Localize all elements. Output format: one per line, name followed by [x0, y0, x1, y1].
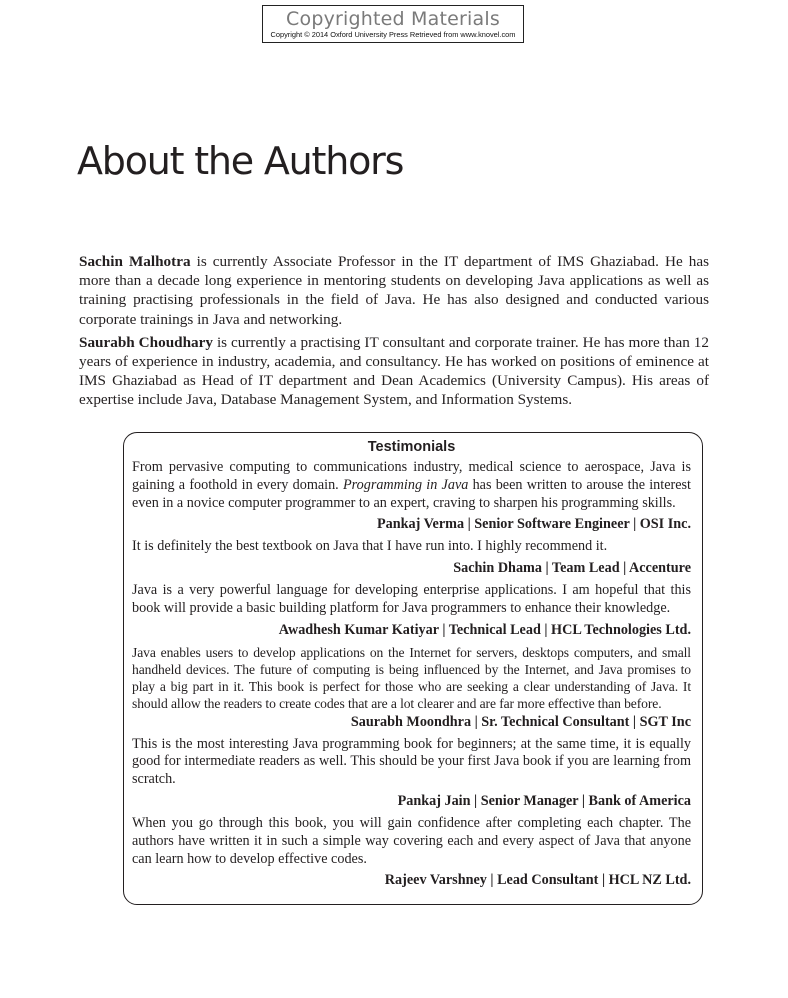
testimonial-quote: [132, 538, 691, 556]
book-title: Programming in Java: [342, 476, 469, 493]
quote-text: Java enables users to develop applications on the Internet for servers, desktops computers, and small handheld devices. The future of computing is being influenced by the Internet, and Java promises to play a big part in it. This book is perfect for those who are seeking a clear understanding of Java. It should allow the readers to create codes that are a lot clearer and are far more effective than before.: [132, 644, 691, 712]
author-bio-text: is currently a practising IT consultant and corporate trainer. He has more than 12 years of experience in industry, academia, and consultancy. He has worked on positions of eminence at IMS Ghaziabad as Head of IT department and Dean Academics (University Campus). His areas of expertise include Java, Database Management System, and Information Systems.: [79, 333, 709, 409]
testimonial-quote: [132, 459, 691, 512]
testimonial-quote: [132, 815, 691, 868]
testimonial-attribution: Sachin Dhama | Team Lead | Accenture: [453, 560, 691, 577]
author-bio: [79, 252, 709, 329]
testimonials-box: [123, 432, 703, 905]
testimonial-quote: [132, 582, 691, 618]
author-bio-text: is currently Associate Professor in the IT department of IMS Ghaziabad. He has more than a decade long experience in mentoring students on developing Java applications as well as training practising professionals in the field of Java. He has also designed and conducted various corporate trainings in Java and networking.: [79, 253, 709, 328]
author-bios: [79, 252, 709, 414]
testimonial-attribution: Rajeev Varshney | Lead Consultant | HCL NZ Ltd.: [384, 872, 691, 889]
author-name: Saurabh Choudhary: [79, 333, 213, 351]
author-name: Sachin Malhotra: [79, 253, 191, 270]
testimonial-attribution: Pankaj Jain | Senior Manager | Bank of America: [397, 792, 691, 809]
quote-text: From pervasive computing to communications industry, medical science to aerospace, Java is gaining a foothold in every domain.: [132, 459, 691, 493]
quote-text: When you go through this book, you will gain confidence after completing each chapter. The authors have written it in such a simple way covering each and every aspect of Java that anyone can learn how to develop effective codes.: [132, 814, 691, 867]
stamp-subtitle: Copyright © 2014 Oxford University Press Retrieved from www.knovel.com: [270, 30, 516, 39]
quote-text: has been written to arouse the interest even in a novice computer programmer to an expert, craving to sharpen his programming skills.: [132, 476, 691, 511]
testimonial-attribution: Saurabh Moondhra | Sr. Technical Consultant | SGT Inc: [350, 713, 691, 730]
quote-text: It is definitely the best textbook on Java that I have run into. I highly recommend it.: [132, 538, 608, 555]
testimonials-title: Testimonials: [367, 439, 456, 455]
author-bio: [79, 333, 709, 410]
testimonial-quote: [132, 736, 691, 789]
quote-text: Java is a very powerful language for developing enterprise applications. I am hopeful that this book will provide a basic building platform for Java programmers to enhance their knowledge.: [132, 582, 691, 616]
copyright-stamp: [262, 5, 524, 43]
testimonial-quote: [132, 644, 691, 713]
stamp-title: Copyrighted Materials: [286, 8, 500, 30]
testimonial-attribution: Awadhesh Kumar Katiyar | Technical Lead | HCL Technologies Ltd.: [278, 621, 691, 638]
page-title: About the Authors: [77, 139, 404, 183]
quote-text: This is the most interesting Java programming book for beginners; at the same time, it is equally good for intermediate readers as well. This should be your first Java book if you are learning from scratch.: [132, 735, 691, 788]
testimonial-attribution: Pankaj Verma | Senior Software Engineer | OSI Inc.: [376, 516, 691, 533]
